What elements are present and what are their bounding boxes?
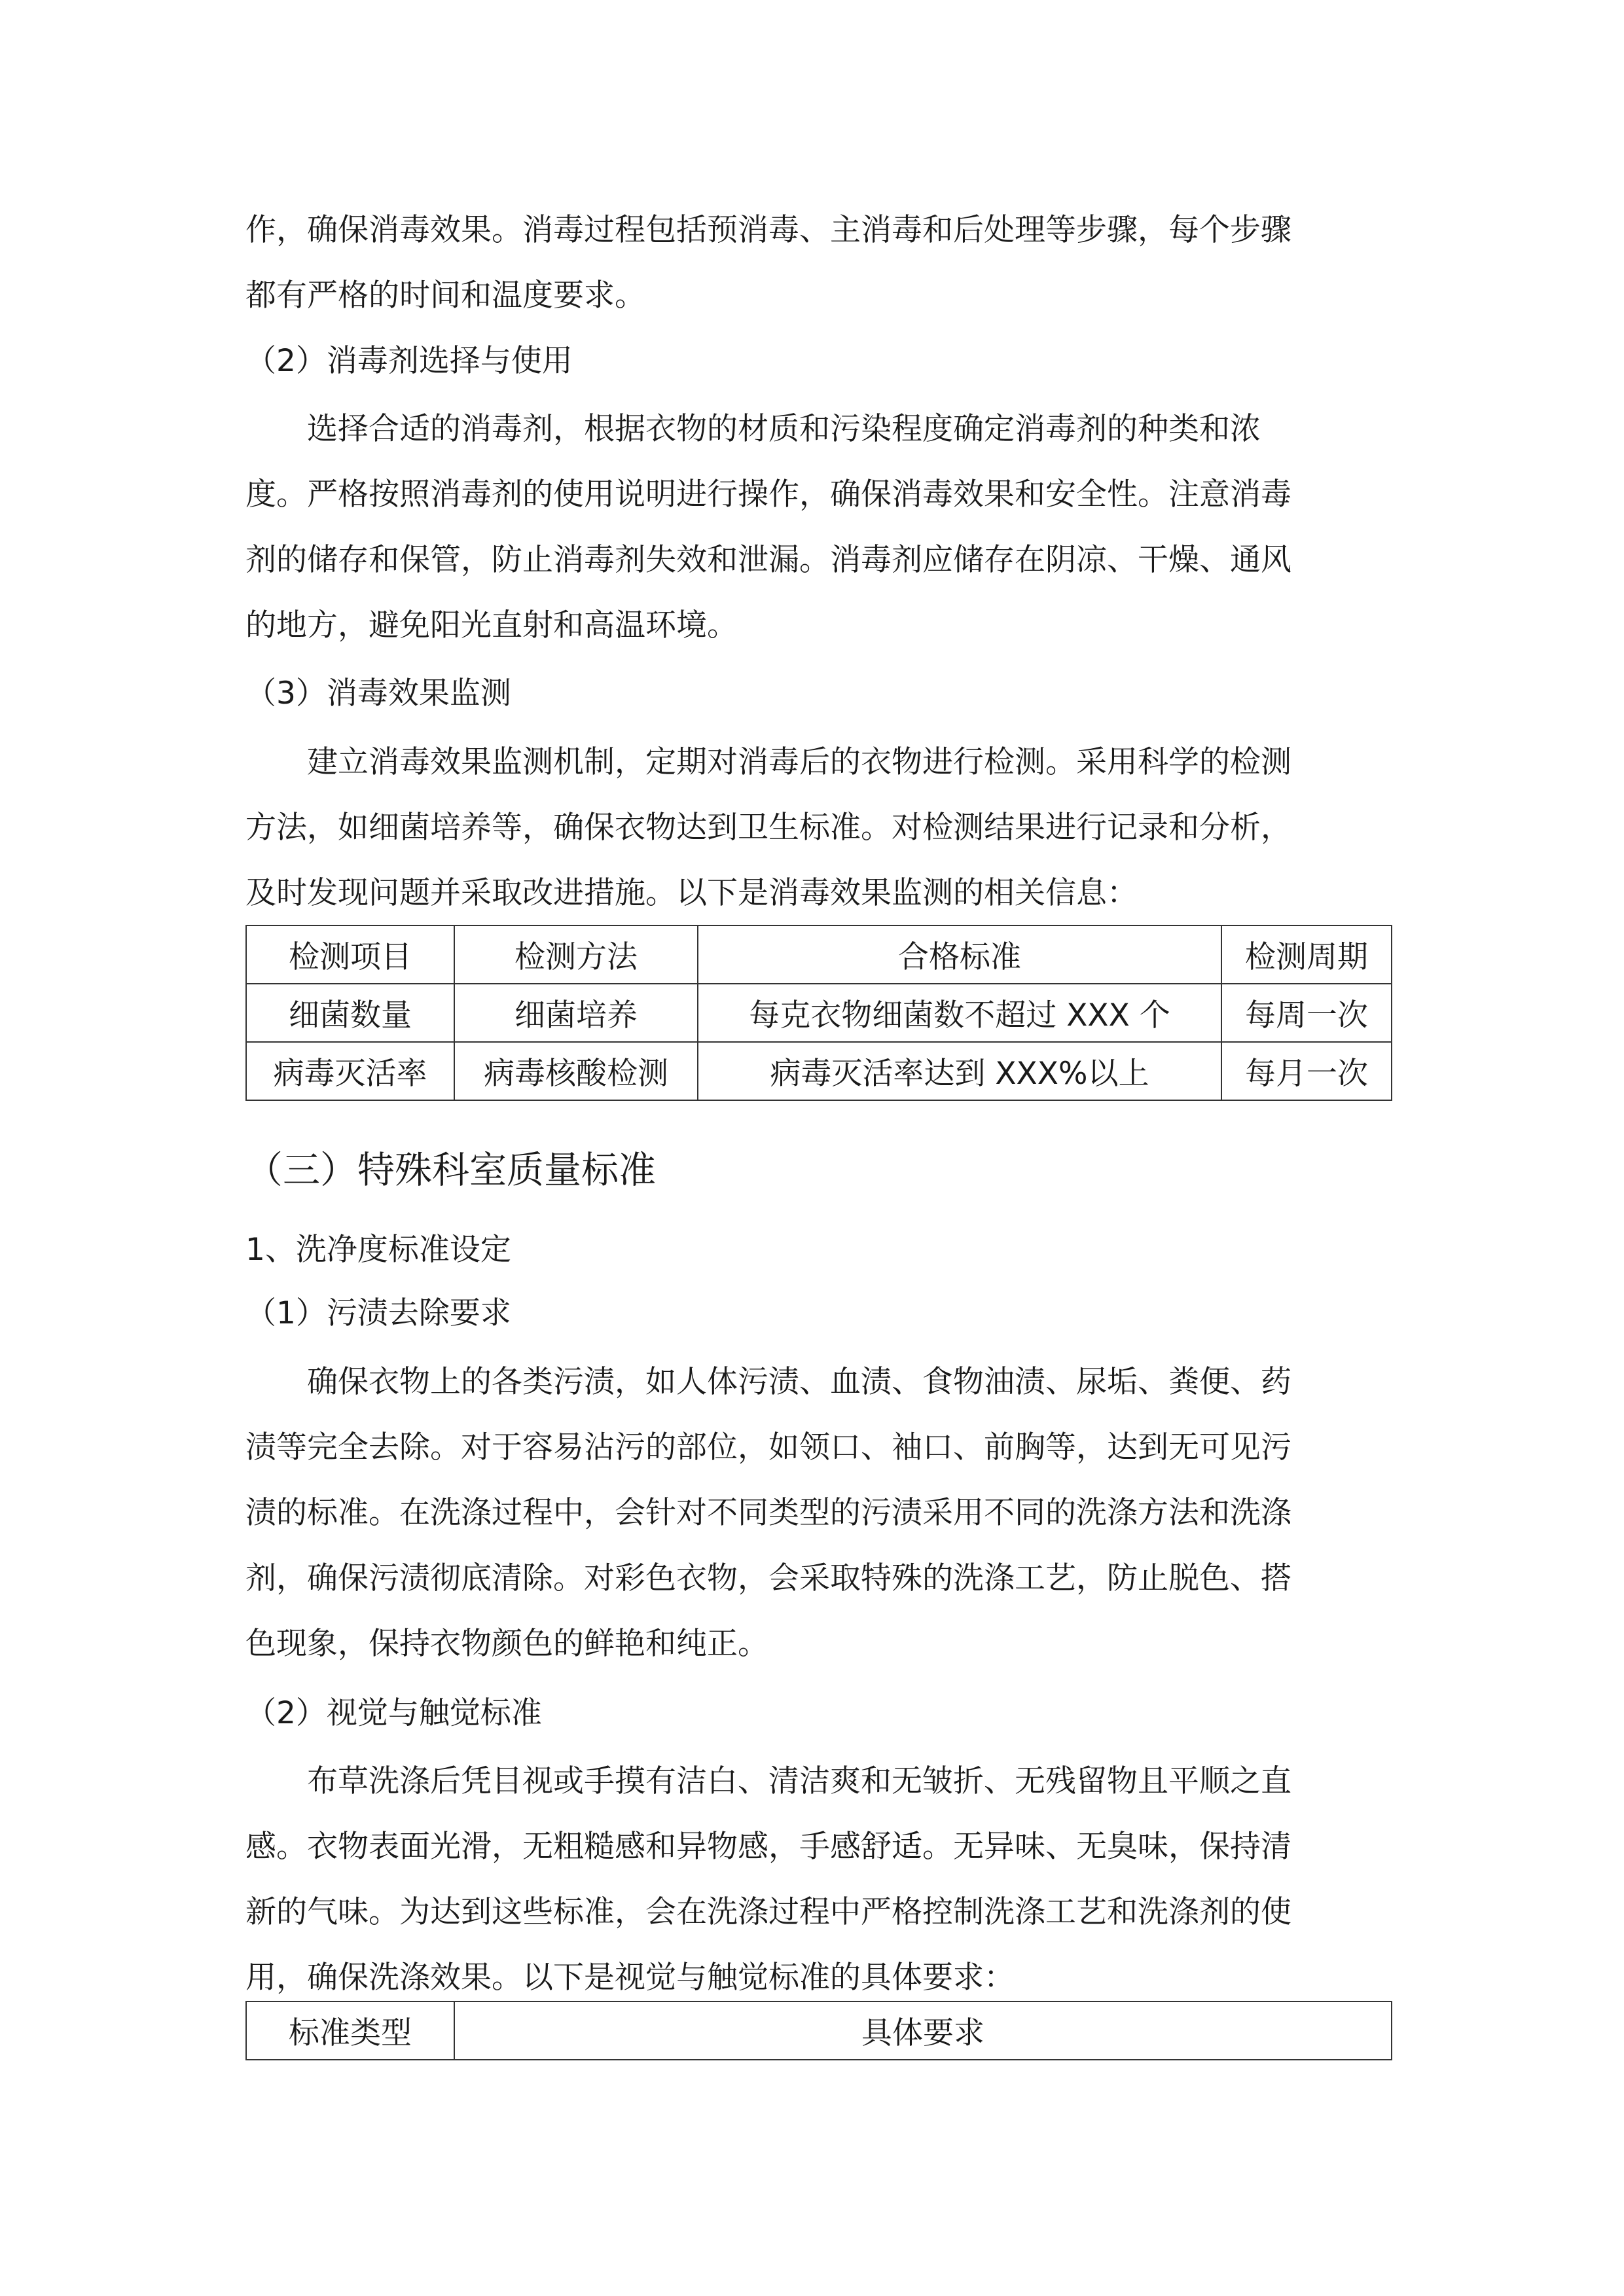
text-line: 作，确保消毒效果。消毒过程包括预消毒、主消毒和后处理等步骤，每个步骤 xyxy=(245,212,1291,248)
paragraph-disinfectant xyxy=(245,397,1391,658)
subheading-disinfectant-selection: （2）消毒剂选择与使用 xyxy=(245,343,573,379)
subheading-disinfection-monitoring: （3）消毒效果监测 xyxy=(245,675,511,711)
text-line: 的地方，避免阳光直射和高温环境。 xyxy=(245,607,738,643)
table-header-cell: 标准类型 xyxy=(246,2001,454,2060)
table-cell: 每克衣物细菌数不超过 XXX 个 xyxy=(698,984,1221,1042)
table-row xyxy=(246,1042,1392,1100)
heading-cleanliness-standard: 1、洗净度标准设定 xyxy=(245,1232,511,1268)
table-cell: 每周一次 xyxy=(1221,984,1392,1042)
paragraph-stain-removal xyxy=(245,1350,1391,1677)
table-header-cell: 检测周期 xyxy=(1221,925,1392,984)
visual-standard-table xyxy=(245,2001,1392,2060)
table-row xyxy=(246,984,1392,1042)
subheading-visual-tactile: （2）视觉与触觉标准 xyxy=(245,1695,542,1731)
table-header-row xyxy=(246,2001,1392,2060)
table-cell: 细菌数量 xyxy=(246,984,454,1042)
monitoring-table xyxy=(245,925,1392,1101)
text-line: 渍等完全去除。对于容易沾污的部位，如领口、袖口、前胸等，达到无可见污 xyxy=(245,1429,1291,1465)
table-header-row xyxy=(246,925,1392,984)
text-line: 新的气味。为达到这些标准，会在洗涤过程中严格控制洗涤工艺和洗涤剂的使 xyxy=(245,1894,1291,1930)
paragraph-disinfection-process xyxy=(245,198,1391,329)
text-line: 度。严格按照消毒剂的使用说明进行操作，确保消毒效果和安全性。注意消毒 xyxy=(245,476,1291,512)
table-header-cell: 合格标准 xyxy=(698,925,1221,984)
table-cell: 每月一次 xyxy=(1221,1042,1392,1100)
text-line: 都有严格的时间和温度要求。 xyxy=(245,278,645,314)
text-line: 建立消毒效果监测机制，定期对消毒后的衣物进行检测。采用科学的检测 xyxy=(307,744,1291,780)
text-line: 剂，确保污渍彻底清除。对彩色衣物，会采取特殊的洗涤工艺，防止脱色、搭 xyxy=(245,1560,1291,1596)
text-line: 色现象，保持衣物颜色的鲜艳和纯正。 xyxy=(245,1626,768,1662)
text-line: 方法，如细菌培养等，确保衣物达到卫生标准。对检测结果进行记录和分析， xyxy=(245,810,1291,846)
paragraph-visual-tactile xyxy=(245,1749,1391,2011)
table-cell: 病毒核酸检测 xyxy=(454,1042,698,1100)
text-line: 用，确保洗涤效果。以下是视觉与触觉标准的具体要求： xyxy=(245,1960,1015,1996)
text-line: 感。衣物表面光滑，无粗糙感和异物感，手感舒适。无异味、无臭味，保持清 xyxy=(245,1829,1291,1865)
text-line: 布草洗涤后凭目视或手摸有洁白、清洁爽和无皱折、无残留物且平顺之直 xyxy=(307,1763,1291,1799)
paragraph-monitoring xyxy=(245,730,1391,926)
table-header-cell: 具体要求 xyxy=(454,2001,1392,2060)
table-cell: 病毒灭活率 xyxy=(246,1042,454,1100)
text-line: 渍的标准。在洗涤过程中，会针对不同类型的污渍采用不同的洗涤方法和洗涤 xyxy=(245,1495,1291,1531)
text-line: 及时发现问题并采取改进措施。以下是消毒效果监测的相关信息： xyxy=(245,875,1138,911)
table-cell: 细菌培养 xyxy=(454,984,698,1042)
text-line: 确保衣物上的各类污渍，如人体污渍、血渍、食物油渍、尿垢、粪便、药 xyxy=(307,1364,1291,1400)
text-line: 选择合适的消毒剂，根据衣物的材质和污染程度确定消毒剂的种类和浓 xyxy=(307,411,1261,447)
subheading-stain-removal: （1）污渍去除要求 xyxy=(245,1295,511,1331)
table-header-cell: 检测项目 xyxy=(246,925,454,984)
table-header-cell: 检测方法 xyxy=(454,925,698,984)
table-cell: 病毒灭活率达到 XXX%以上 xyxy=(698,1042,1221,1100)
text-line: 剂的储存和保管，防止消毒剂失效和泄漏。消毒剂应储存在阴凉、干燥、通风 xyxy=(245,542,1291,578)
section-title: （三）特殊科室质量标准 xyxy=(245,1149,656,1192)
